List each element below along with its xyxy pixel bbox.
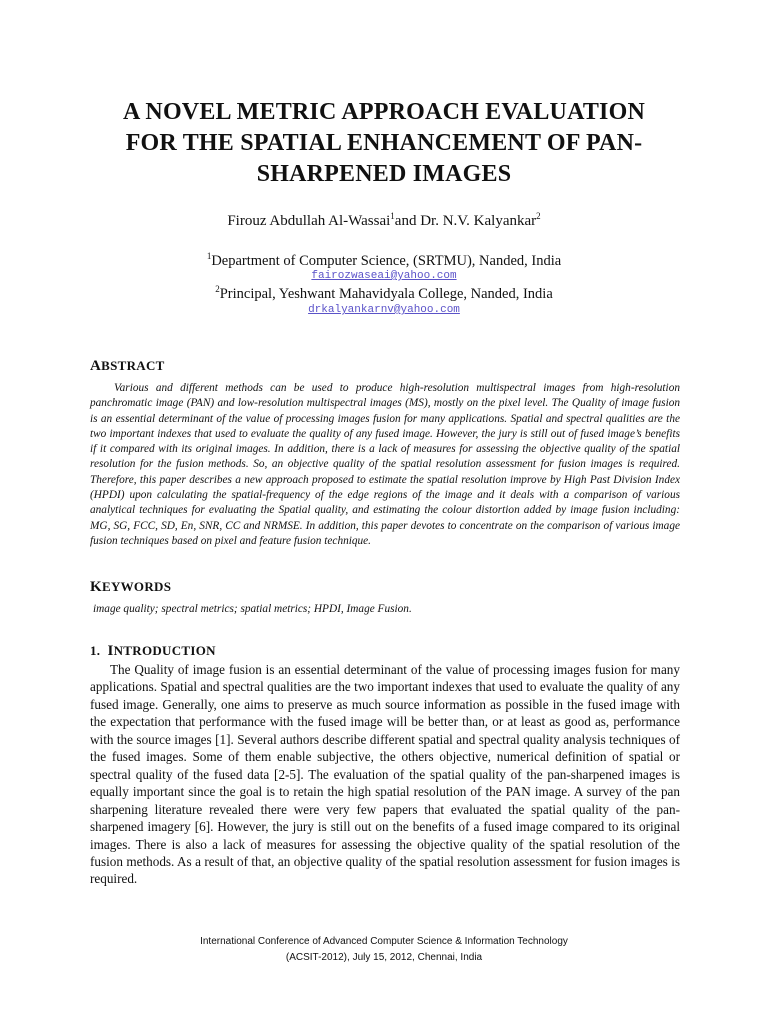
affiliation-1 — [0, 253, 768, 270]
keywords-text: image quality; spectral metrics; spatial metrics; HPDI, Image Fusion. — [93, 603, 412, 615]
email-link-2[interactable]: drkalyankarnv@yahoo.com — [308, 304, 460, 316]
affiliation-2-text: Principal, Yeshwant Mahavidyala College, Nanded, India — [219, 286, 553, 302]
title-line-1: A NOVEL METRIC APPROACH EVALUATION — [123, 99, 645, 125]
page-footer — [0, 934, 768, 966]
author-1-sup: 1 — [390, 211, 395, 221]
title-line-2: FOR THE SPATIAL ENHANCEMENT OF PAN- — [125, 130, 643, 156]
abstract-text: Various and different methods can be used to produce high-resolution multispectral images from high-resolution panchromatic image (PAN) and low-resolution multispectral images (MS), mostly on the pixel level. The Quality of image fusion is an essential determinant of the value of processing images fusion for many applications. Spatial and spectral qualities are the two important indexes that used to evaluate the quality of any fused image. However, the jury is still out of fused image’s benefits if it compared with its original images. In addition, there is a lack of measures for assessing the objective quality of the spatial resolution for the fusion methods. So, an objective quality of the spatial resolution assessment for fusion images is required. Therefore, this paper describes a new approach proposed to estimate the spatial resolution improve by High Past Division Index (HPDI) upon calculating the spatial-frequency of the edge regions of the image and it deals with a comparison of various analytical techniques for evaluating the Spatial quality, and estimating the colour distortion added by image fusion including: MG, SG, FCC, SD, En, SNR, CC and NRMSE. In addition, this paper devotes to concentrate on the comparison of various image fusion techniques based on pixel and feature fusion technique. — [90, 382, 680, 547]
affiliation-1-text: Department of Computer Science, (SRTMU), Nanded, India — [211, 253, 562, 269]
affiliation-2-sup: 2 — [215, 284, 220, 295]
title-line-3: SHARPENED IMAGES — [256, 161, 512, 187]
paper-title — [80, 97, 688, 190]
author-2-sup: 2 — [536, 211, 541, 221]
keywords-heading: KEYWORDS — [90, 579, 172, 595]
abstract-heading: ABSTRACT — [90, 358, 165, 374]
author-connector: and Dr. N.V. Kalyankar — [394, 213, 537, 229]
affiliation-1-sup: 1 — [206, 251, 212, 262]
footer-line-2: (ACSIT-2012), July 15, 2012, Chennai, India — [285, 952, 483, 963]
section-number: 1. — [90, 643, 101, 658]
affiliation-2 — [0, 286, 768, 303]
author-line — [0, 213, 768, 230]
introduction-text: The Quality of image fusion is an essential determinant of the value of processing images fusion for many applications. Spatial and spectral qualities are the two important indexes that used to evaluate the quality of any fused image. Generally, one aims to preserve as much source information as possible in the fused image with the expectation that performance with the fused image will be better than, or at least as good as, performance with the source images [1]. Several authors describe different spatial and spectral quality analysis techniques of the fused images. Some of them enable subjective, the others objective, numerical definition of spatial or spectral quality of the fused data [2-5]. The evaluation of the spatial quality of the pan-sharpened images is equally important since the goal is to retain the high spatial resolution of the PAN image. A survey of the pan sharpening literature revealed there were very few papers that evaluated the spatial quality of the pan-sharpened imagery [6]. However, the jury is still out on the benefits of a fused image compared to its original images. There is also a lack of measures for assessing the objective quality of the spatial resolution of the fusion methods. As a result of that, an objective quality of the spatial resolution assessment for fusion images is required. — [90, 662, 680, 887]
email-link-1[interactable]: fairozwaseai@yahoo.com — [311, 270, 457, 282]
introduction-heading: 1. INTRODUCTION — [90, 643, 216, 659]
author-1: Firouz Abdullah Al-Wassai — [227, 213, 391, 229]
footer-line-1: International Conference of Advanced Computer Science & Information Technology — [200, 936, 568, 947]
